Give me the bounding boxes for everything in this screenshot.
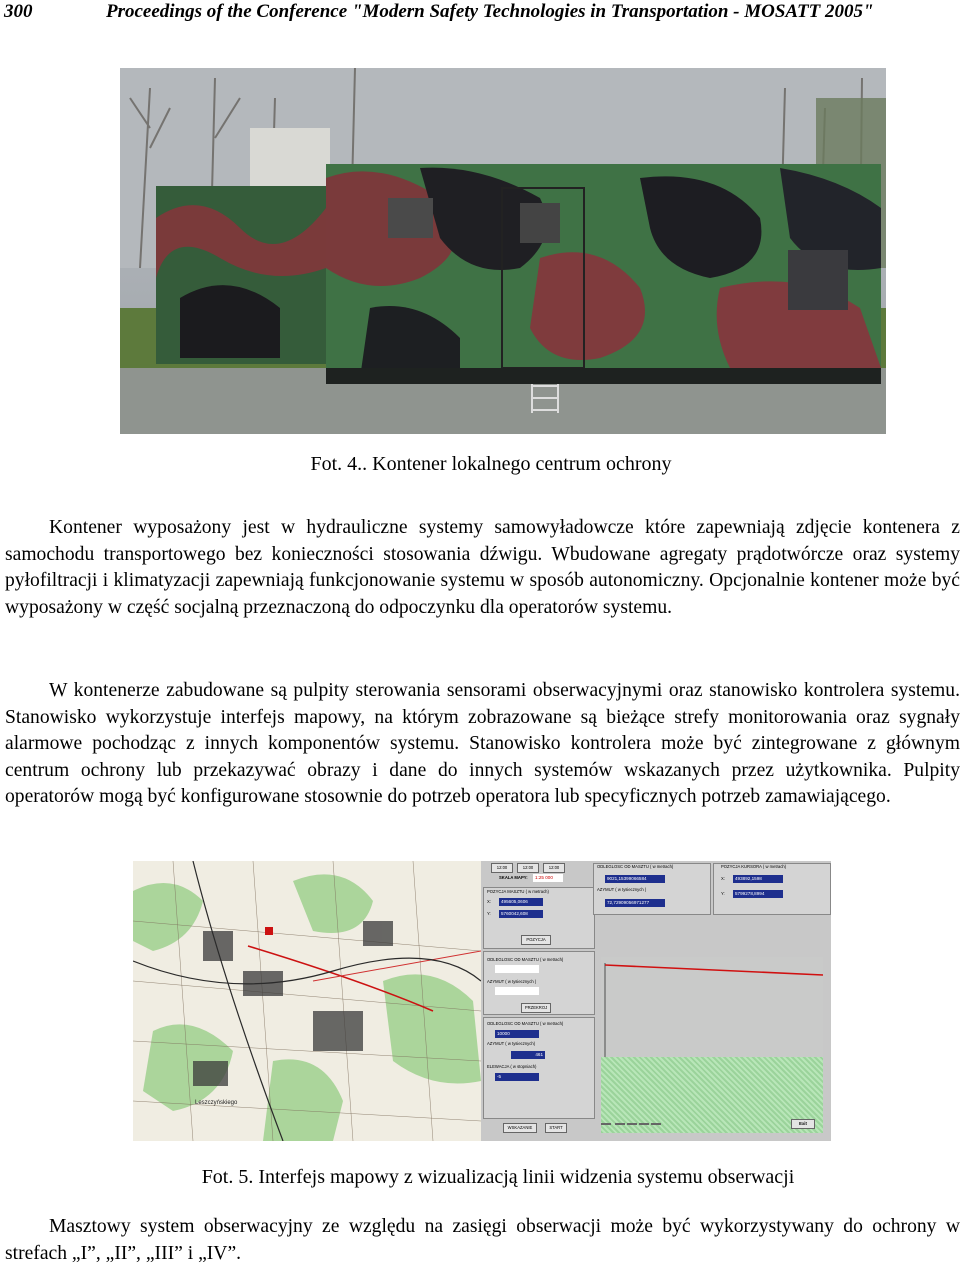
layer-icon-2[interactable] xyxy=(615,1123,625,1125)
paragraph-2 xyxy=(5,678,960,811)
distance-value-1: 9021,15399066584 xyxy=(605,875,665,883)
elevation-label: ELEWACJA ( w stopniach) xyxy=(487,1064,537,1069)
cursor-y-label: Y: xyxy=(721,891,725,896)
cursor-x-value: 493892,1598 xyxy=(733,875,783,883)
paragraph-1 xyxy=(5,515,960,621)
paragraph-1-text: Kontener wyposażony jest w hydrauliczne systemy samowyładowcze które zapewniają zdjęcie kontenera z samochodu transportowego bez konieczności stosowania dźwigu. Wbudowane agregaty prądotwórcze oraz systemy pyłofiltracji i klimatyzacji zapewniają funkcjonowanie systemu w sposób autonomiczny. Opcjonalnie kontener może być wyposażony w część socjalną przeznaczoną do odpoczynku dla operatorów systemu. xyxy=(5,517,960,618)
figure-5-caption: Fot. 5. Interfejs mapowy z wizualizacją linii widzenia systemu obserwacji xyxy=(201,1166,795,1188)
figure-4-caption: Fot. 4.. Kontener lokalnego centrum ochrony xyxy=(310,453,672,475)
distance-value-2 xyxy=(495,965,539,973)
distance-label-2: ODLEGLOSC OD MASZTU ( w metrach) xyxy=(487,957,564,962)
exit-button[interactable]: Exit xyxy=(791,1119,815,1129)
elevation-value: -5 xyxy=(495,1073,539,1081)
start-button[interactable]: START xyxy=(545,1123,567,1133)
scale-value: 1:25 000 xyxy=(533,874,563,882)
mast-x-value: 495605,0606 xyxy=(499,898,543,906)
time-field-3: 12:00 xyxy=(543,863,565,873)
distance-value-3: 10000 xyxy=(495,1030,539,1038)
azimuth-value-1: 72,72909056971277 xyxy=(605,899,665,907)
paragraph-3-text: Masztowy system obserwacyjny ze względu na zasięgi obserwacji może być wykorzystywany do ochrony w strefach „I”, „II”, „III” i „IV”. xyxy=(5,1216,960,1264)
mast-y-value: 5760042,608 xyxy=(499,910,543,918)
time-field-1: 12:00 xyxy=(491,863,513,873)
wskazanie-button[interactable]: WSKAZANIE xyxy=(503,1123,537,1133)
mast-x-label: X: xyxy=(487,899,491,904)
layer-icon-4[interactable] xyxy=(639,1123,649,1125)
paragraph-3 xyxy=(5,1214,960,1267)
distance-label-1: ODLEGLOSC OD MASZTU ( w metrach) xyxy=(597,864,674,869)
layer-icon-5[interactable] xyxy=(651,1123,661,1125)
azimuth-label-2: AZYMUT ( w tysiecznych ) xyxy=(487,979,537,984)
azimuth-label-1: AZYMUT ( w tysiecznych ) xyxy=(597,887,647,892)
azimuth-value-2 xyxy=(495,987,539,995)
layer-icon-1[interactable] xyxy=(601,1123,611,1125)
position-button[interactable]: POZYCJA xyxy=(521,935,551,945)
container-photo xyxy=(120,68,886,434)
time-field-2: 12:00 xyxy=(517,863,539,873)
distance-label-3: ODLEGLOSC OD MASZTU ( w metrach) xyxy=(487,1021,564,1026)
scale-label: SKALA MAPY: xyxy=(499,875,528,880)
running-title: Proceedings of the Conference "Modern Safety Technologies in Transportation - MOSATT 2005" xyxy=(106,1,874,22)
mast-y-label: Y: xyxy=(487,911,491,916)
page-number: 300 xyxy=(4,1,33,22)
running-header xyxy=(4,0,956,24)
azimuth-value-3: 461 xyxy=(511,1051,545,1059)
azimuth-label-3: AZYMUT ( w tysiecznych) xyxy=(487,1041,536,1046)
line-of-sight-plot xyxy=(601,957,823,1133)
cursor-box xyxy=(713,863,831,915)
cursor-label: POZYCJA KURSORA ( w metrach) xyxy=(721,864,787,869)
mast-position-label: POZYCJA MASZTU ( w metrach) xyxy=(487,889,549,894)
cursor-x-label: X: xyxy=(721,876,725,881)
layer-icon-3[interactable] xyxy=(627,1123,637,1125)
topographic-map xyxy=(133,861,481,1141)
map-interface-screenshot xyxy=(133,861,831,1141)
terrain-area xyxy=(601,1057,823,1133)
przekroj-button[interactable]: PRZEKROJ xyxy=(521,1003,551,1013)
cursor-y-value: 5799278,8994 xyxy=(733,890,783,898)
map-place-label: Leszczyńskiego xyxy=(195,1100,238,1106)
control-panel xyxy=(481,861,831,1141)
paragraph-2-text: W kontenerze zabudowane są pulpity sterowania sensorami obserwacyjnymi oraz stanowisko kontrolera systemu. Stanowisko wykorzystuje interfejs mapowy, na którym zobrazowane są bieżące strefy monitorowania oraz sygnały alarmowe pochodząc z innych komponentów systemu. Stanowisko kontrolera może być zintegrowane z głównym centrum ochrony lub przekazywać obrazy i dane do innych systemów wskazanych przez użytkownika. Pulpity operatorów mogą być konfigurowane stosownie do potrzeb operatora lub specyficznych potrzeb zamawiającego. xyxy=(5,680,960,807)
